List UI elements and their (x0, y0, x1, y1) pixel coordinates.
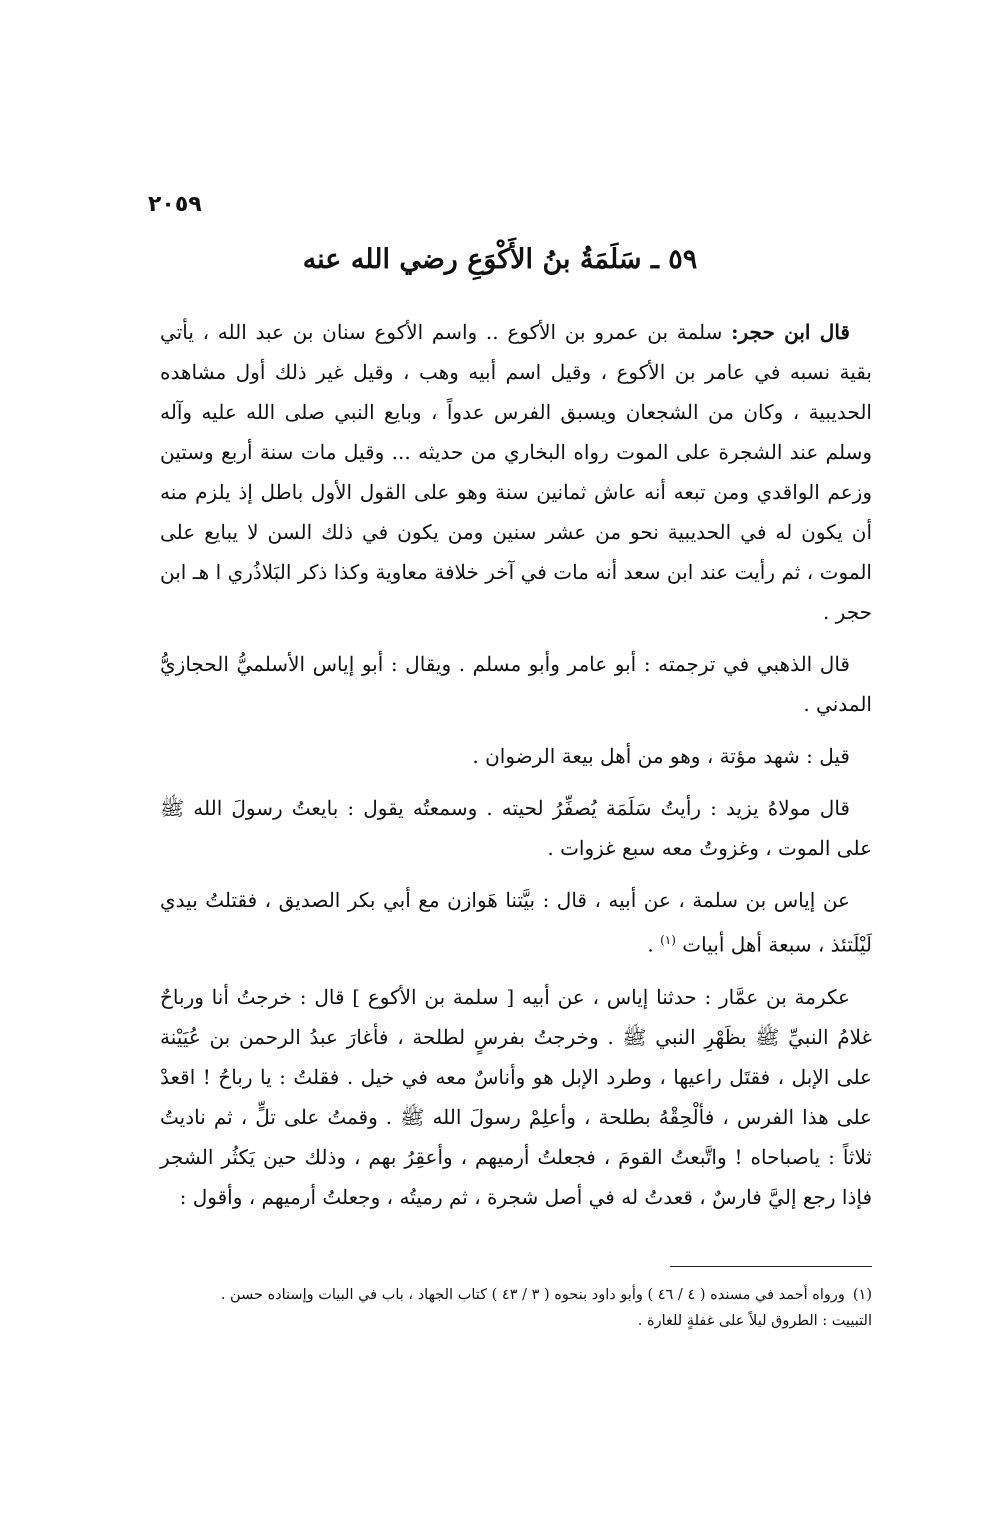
paragraph-1 (160, 312, 872, 632)
body-text (160, 312, 872, 1229)
chapter-title: ٥٩ ـ سَلَمَةُ بنُ الأَكْوَعِ رضي الله عنه (302, 244, 698, 275)
footnote-1 (160, 1282, 872, 1308)
paragraph-1-text: سلمة بن عمرو بن الأكوع .. واسم الأكوع سنان بن عبد الله ، يأتي بقية نسبه في عامر بن الأكوع ، وقيل اسم أبيه وهب ، وقيل غير ذلك أول مشاهده الحديبية ، وكان من الشجعان ويسبق الفرس عدواً ، وبايع النبي صلى الله عليه وآله وسلم عند الشجرة على الموت رواه البخاري من حديثه ... وقيل مات سنة أربع وستين وزعم الواقدي ومن تبعه أنه عاش ثمانين سنة وهو على القول الأول باطل إذ يلزم منه أن يكون له في الحديبية نحو من عشر سنين ومن يكون في ذلك السن لا يبايع على الموت ، ثم رأيت عند ابن سعد أنه مات في آخر خلافة معاوية وكذا ذكر البَلاذُري ا هـ ابن حجر . (160, 320, 872, 624)
footnote-reference[interactable]: (١) (660, 933, 676, 947)
footnote-1-continuation: التبييت : الطروق ليلاً على غفلةٍ للغارة . (637, 1313, 872, 1329)
paragraph-5 (160, 880, 872, 965)
paragraph-lead: قال ابن حجر: (731, 320, 850, 344)
paragraph-6: عكرمة بن عمَّار : حدثنا إياس ، عن أبيه [ سلمة بن الأكوع ] قال : خرجتُ أنا ورباحٌ غلامُ النبيِّ ﷺ بظَهْرِ النبي ﷺ . وخرجتُ بفرسٍ لطلحة ، فأغارَ عبدُ الرحمن بن عُيَيْنة على الإبل ، فقتَل راعيها ، وطرد الإبل هو وأناسٌ معه في خيل . فقلتُ : يا رباحُ ! اقعدْ على هذا الفرس ، فألْحِقْهُ بطلحة ، وأعلِمْ رسولَ الله ﷺ . وقمتُ على تلٍّ ، ثم ناديتُ ثلاثاً : ياصباحاه ! واتَّبعتُ القومَ ، فجعلتُ أرميهم ، وأعقِرُ بهم ، وذلك حين يَكثُر الشجر فإذا رجع إليَّ فارسٌ ، قعدتُ له في أصل شجرة ، ثم رميتُه ، وجعلتُ أرميهم ، وأقول : (160, 984, 872, 1209)
page-number: ٢٠٥٩ (148, 192, 202, 217)
paragraph-5-text: عن إياس بن سلمة ، عن أبيه ، قال : بيَّتنا هَوازن مع أبي بكر الصديق ، فقتلتُ بيدي لَيْلَتئذ ، سبعة أهل أبيات (160, 888, 872, 957)
footnote-number: (١) (852, 1287, 872, 1303)
footnotes (160, 1282, 872, 1334)
footnote-1-text: ورواه أحمد في مسنده ( ٤ / ٤٦ ) وأبو داود بنحوه ( ٣ / ٤٣ ) كتاب الجهاد ، باب في البيات وإسناده حسن . (220, 1287, 845, 1303)
paragraph-3: قيل : شهد مؤتة ، وهو من أهل بيعة الرضوان . (472, 744, 850, 768)
paragraph-4: قال مولاهُ يزيد : رأيتُ سَلَمَة يُصفِّرُ لحيته . وسمعتُه يقول : بايعتُ رسولَ الله ﷺ على الموت ، وغزوتُ معه سبع غزوات . (160, 796, 872, 860)
paragraph-5-end: . (647, 932, 661, 957)
footnote-divider (670, 1266, 872, 1267)
paragraph-2: قال الذهبي في ترجمته : أبو عامر وأبو مسلم . ويقال : أبو إياس الأسلميُّ الحجازيُّ المدني . (160, 652, 872, 716)
